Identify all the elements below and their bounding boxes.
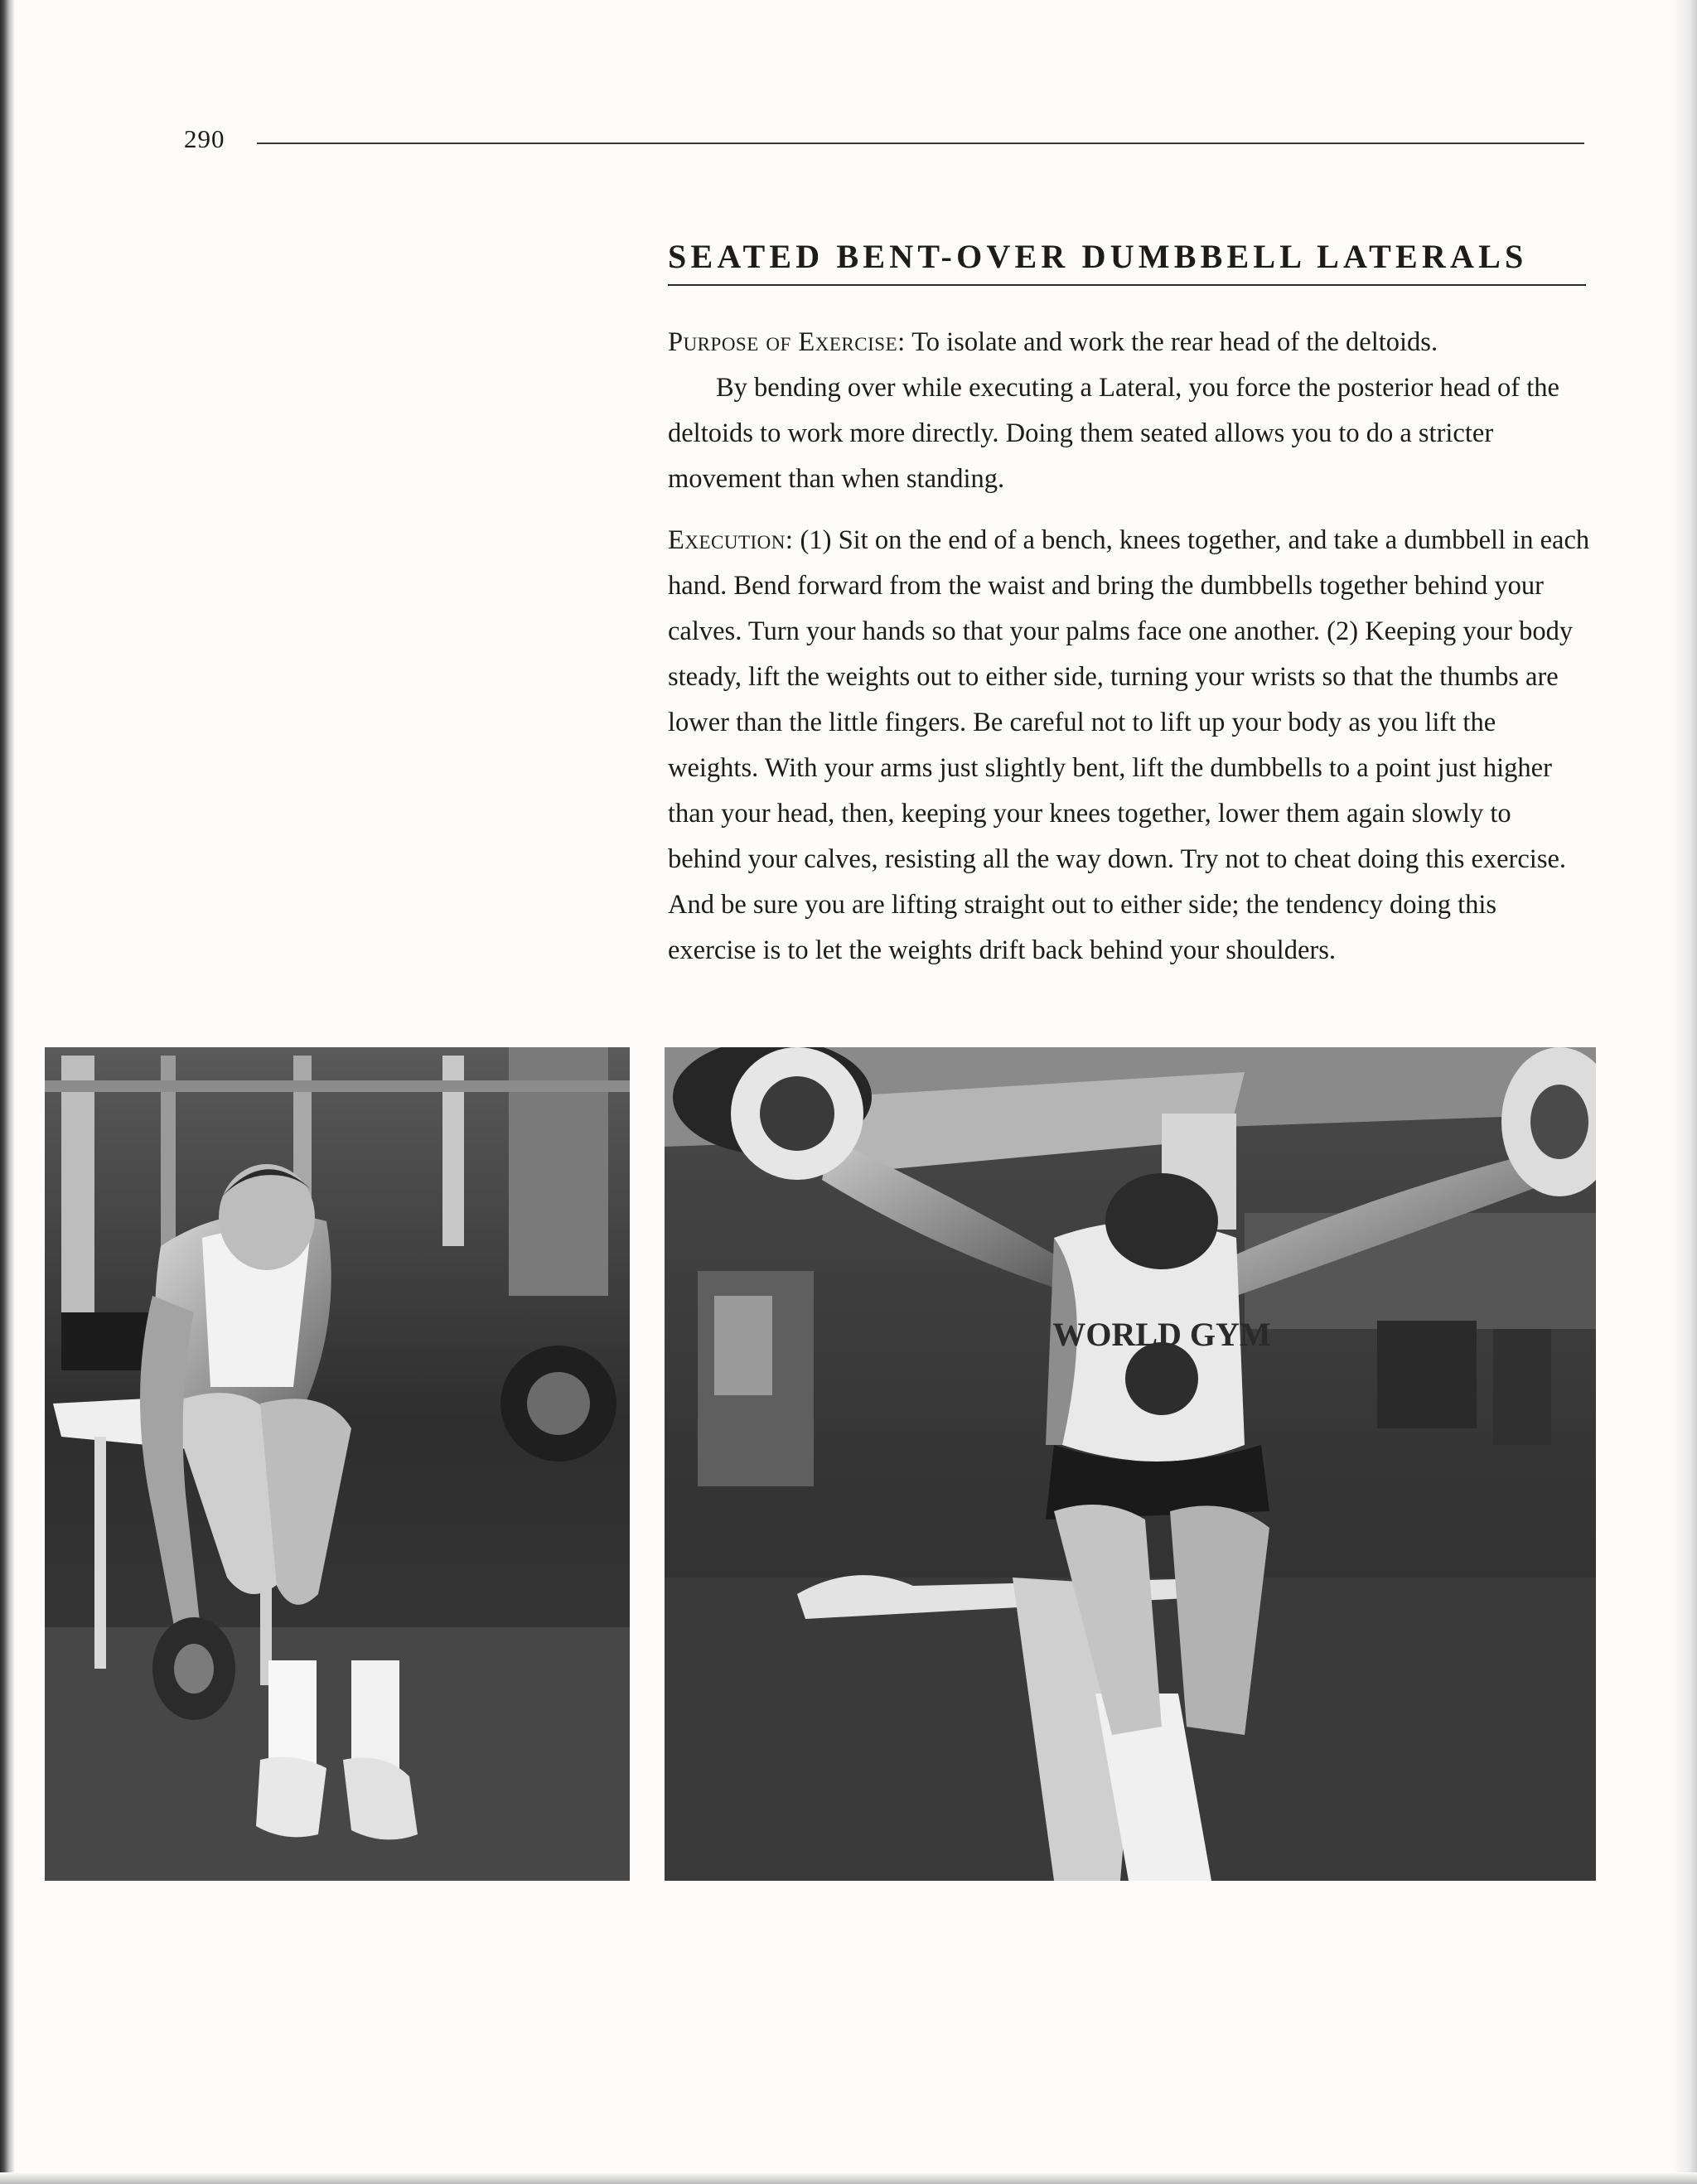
purpose-paragraph: By bending over while executing a Lateral, you force the posterior head of the deltoids to work more directly. Doing them seated allows you to do a stricter movement than when standing. — [668, 373, 1559, 494]
purpose-section — [668, 320, 1591, 502]
scan-edge-right — [1672, 0, 1697, 2184]
purpose-text: To isolate and work the rear head of the deltoids. — [905, 327, 1438, 357]
photo-start-position-illustration — [45, 1047, 630, 1881]
page-number: 290 — [184, 124, 225, 153]
shirt-print-text: WORLD GYM — [1052, 1316, 1271, 1353]
execution-text: (1) Sit on the end of a bench, knees together, and take a dumbbell in each hand. Bend forward from the waist and bring the dumbbells together behind your calves. Turn your hands so that your palms face one another. (2) Keeping your body steady, lift the weights out to either side, turning your wrists so that the thumbs are lower than the little fingers. Be careful not to lift up your body as you lift the weights. With your arms just slightly bent, lift the dumbbells to a point just higher than your head, then, keeping your knees together, lower them again slowly to behind your calves, resisting all the way down. Try not to cheat doing this exercise. And be sure you are lifting straight out to either side; the tendency doing this exercise is to let the weights drift back behind your shoulders. — [668, 525, 1590, 965]
purpose-label: Purpose of Exercise: — [668, 327, 906, 357]
purpose-line — [668, 320, 1591, 365]
execution-label: Execution: — [668, 525, 794, 555]
exercise-title: SEATED BENT-OVER DUMBBELL LATERALS — [668, 238, 1528, 275]
title-rule — [668, 284, 1586, 286]
header-rule — [257, 143, 1584, 144]
photo-top-position-illustration — [665, 1047, 1596, 1881]
scan-edge-bottom — [0, 2172, 1697, 2184]
scan-edge-left — [0, 0, 15, 2184]
photo-top-position — [665, 1047, 1596, 1881]
execution-paragraph — [668, 518, 1591, 974]
photo-start-position — [45, 1047, 630, 1881]
execution-section — [668, 518, 1591, 974]
